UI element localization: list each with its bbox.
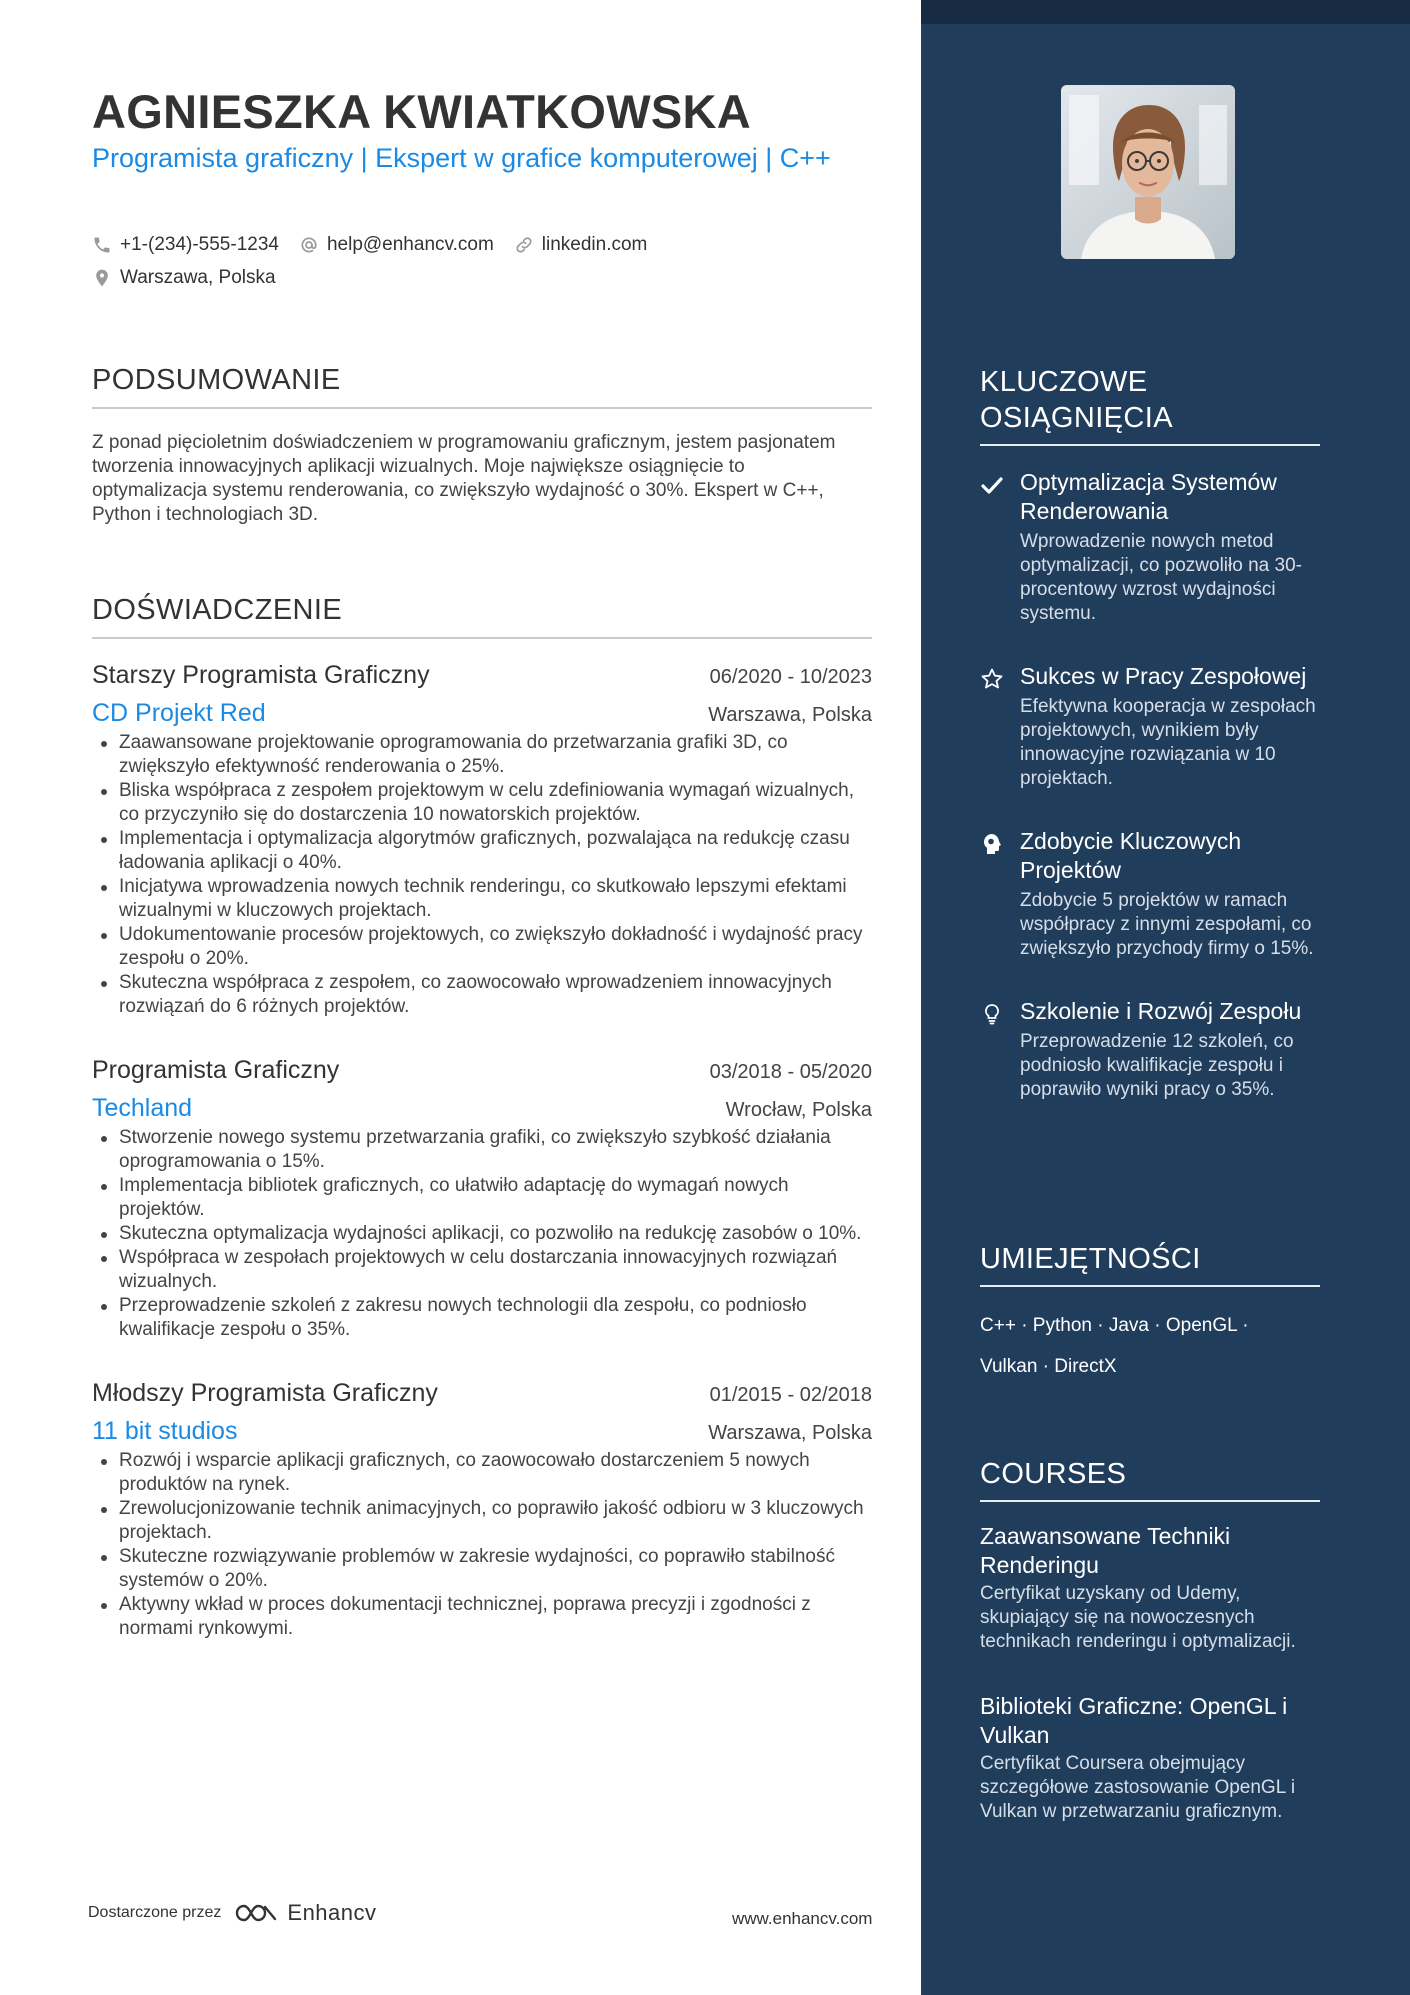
job-entry [92,1056,872,1342]
bullet-item: Skuteczna optymalizacja wydajności aplikacji, co pozwoliło na redukcję zasobów o 10%. [92,1222,872,1246]
skills-list: C++ · Python · Java · OpenGL · Vulkan · DirectX [980,1315,1249,1377]
course-title: Zaawansowane Techniki Renderingu [980,1523,1231,1578]
candidate-title: Programista graficzny | Ekspert w grafice komputerowej | C++ [92,143,831,173]
powered-by-label: Dostarczone przez [88,1904,222,1921]
experience-heading: DOŚWIADCZENIE [92,594,872,639]
enhancv-logo-icon [233,1901,279,1925]
job-company: 11 bit studios [92,1417,238,1445]
bullet-item: Współpraca w zespołach projektowych w celu dostarczania innowacyjnych rozwiązań wizualnych. [92,1246,872,1294]
check-icon [980,473,1004,497]
link-icon [514,235,534,255]
star-icon [980,667,1004,691]
job-entry [92,1379,872,1641]
job-role: Programista Graficzny [92,1056,340,1084]
bullet-item: Skuteczna współpraca z zespołem, co zaowocowało wprowadzeniem innowacyjnych rozwiązań do 6 różnych projektów. [92,971,872,1019]
bullet-item: Przeprowadzenie szkoleń z zakresu nowych technologii dla zespołu, co podniosło kwalifikacje zespołu o 35%. [92,1294,872,1342]
course-desc: Certyfikat uzyskany od Udemy, skupiający się na nowoczesnych technikach renderingu i optymalizacji. [980,1583,1296,1652]
job-role: Młodszy Programista Graficzny [92,1379,438,1407]
enhancv-logo[interactable] [233,1900,376,1926]
achievements-section [980,364,1320,1102]
at-icon [299,235,319,255]
bullet-item: Zaawansowane projektowanie oprogramowania do przetwarzania grafiki 3D, co zwiększyło efektywność renderowania o 25%. [92,731,872,779]
bullet-item: Inicjatywa wprowadzenia nowych technik renderingu, co skutkowało lepszymi efektami wizualnymi w kluczowych projektach. [92,875,872,923]
bullet-item: Stworzenie nowego systemu przetwarzania grafiki, co zwiększyło szybkość działania oprogramowania o 15%. [92,1126,872,1174]
location-text: Warszawa, Polska [120,266,276,288]
bullet-item: Zrewolucjonizowanie technik animacyjnych, co poprawiło jakość odbioru w 3 kluczowych projektach. [92,1497,872,1545]
experience-section [92,594,872,1641]
lightbulb-icon [980,1002,1004,1026]
achievements-heading: KLUCZOWE OSIĄGNIĘCIA [980,364,1320,446]
brand-name: Enhancv [287,1900,377,1925]
course-item [980,1692,1320,1824]
head-icon [980,832,1004,856]
summary-heading: PODSUMOWANIE [92,364,872,409]
linkedin-contact[interactable] [514,234,648,256]
summary-section [92,364,872,527]
job-role: Starszy Programista Graficzny [92,661,430,689]
achievement-desc: Zdobycie 5 projektów w ramach współpracy z innymi zespołami, co zwiększyło przychody firmy o 15%. [1020,890,1314,959]
email-contact[interactable] [299,234,494,256]
job-entry [92,661,872,1019]
achievement-item [980,468,1320,626]
sidebar-top-bar [921,0,1410,24]
linkedin-text: linkedin.com [541,233,648,255]
skills-heading: UMIEJĘTNOŚCI [980,1241,1320,1287]
course-item [980,1522,1320,1654]
job-location: Warszawa, Polska [708,704,872,726]
job-bullets [92,1126,872,1342]
job-company: CD Projekt Red [92,699,266,727]
job-dates: 03/2018 - 05/2020 [709,1061,872,1083]
job-location: Wrocław, Polska [725,1099,872,1121]
course-desc: Certyfikat Coursera obejmujący szczegółowe zastosowanie OpenGL i Vulkan w przetwarzaniu graficznym. [980,1753,1296,1822]
achievement-title: Szkolenie i Rozwój Zespołu [1020,998,1302,1024]
bullet-item: Implementacja i optymalizacja algorytmów graficznych, pozwalająca na redukcję czasu ładowania aplikacji o 40%. [92,827,872,875]
courses-heading: COURSES [980,1456,1320,1502]
bullet-item: Implementacja bibliotek graficznych, co ułatwiło adaptację do wymagań nowych projektów. [92,1174,872,1222]
profile-photo-illustration [1061,85,1235,259]
bullet-item: Skuteczne rozwiązywanie problemów w zakresie wydajności, co poprawiło stabilność systemów o 20%. [92,1545,872,1593]
achievement-title: Optymalizacja Systemów Renderowania [1020,469,1277,524]
location-pin-icon [92,268,112,288]
location-contact [92,267,276,289]
achievement-desc: Przeprowadzenie 12 szkoleń, co podniosło kwalifikacje zespołu i poprawiło wyniki pracy o 35%. [1020,1031,1294,1100]
job-bullets [92,731,872,1019]
phone-icon [92,235,112,255]
achievement-item [980,827,1320,961]
bullet-item: Udokumentowanie procesów projektowych, co zwiększyło dokładność i wydajność pracy zespołu o 20%. [92,923,872,971]
achievement-item [980,662,1320,791]
summary-text: Z ponad pięcioletnim doświadczeniem w programowaniu graficznym, jestem pasjonatem tworzenia innowacyjnych aplikacji wizualnych. Moje największe osiągnięcie to optymalizacja systemu renderowania, co zwiększyło wydajność o 30%. Ekspert w C++, Python i technologiach 3D. [92,432,836,525]
footer-url[interactable]: www.enhancv.com [732,1909,873,1928]
sidebar [921,0,1410,1995]
achievement-desc: Wprowadzenie nowych metod optymalizacji, co pozwoliło na 30-procentowy wzrost wydajności systemu. [1020,531,1302,624]
courses-section [980,1456,1320,1824]
job-dates: 06/2020 - 10/2023 [709,666,872,688]
bullet-item: Rozwój i wsparcie aplikacji graficznych, co zaowocowało dostarczeniem 5 nowych produktów na rynek. [92,1449,872,1497]
achievement-desc: Efektywna kooperacja w zespołach projektowych, wynikiem były innowacyjne rozwiązania w 10 projektach. [1020,696,1316,789]
job-dates: 01/2015 - 02/2018 [709,1384,872,1406]
phone-text: +1-(234)-555-1234 [120,233,279,255]
bullet-item: Bliska współpraca z zespołem projektowym w celu zdefiniowania wymagań wizualnych, co przyczyniło się do dostarczenia 10 nowatorskich projektów. [92,779,872,827]
job-bullets [92,1449,872,1641]
job-location: Warszawa, Polska [708,1422,872,1444]
skills-section [980,1241,1320,1387]
job-company: Techland [92,1094,193,1122]
candidate-name: AGNIESZKA KWIATKOWSKA [92,85,752,138]
bullet-item: Aktywny wkład w proces dokumentacji technicznej, poprawa precyzji i zgodności z normami rynkowymi. [92,1593,872,1641]
achievement-title: Zdobycie Kluczowych Projektów [1020,828,1242,883]
footer-branding [88,1900,377,1926]
profile-photo [1061,85,1235,259]
phone-contact[interactable] [92,234,279,256]
email-text: help@enhancv.com [326,233,494,255]
achievement-title: Sukces w Pracy Zespołowej [1020,663,1307,689]
achievement-item [980,997,1320,1102]
contact-info [92,228,892,294]
course-title: Biblioteki Graficzne: OpenGL i Vulkan [980,1693,1288,1748]
